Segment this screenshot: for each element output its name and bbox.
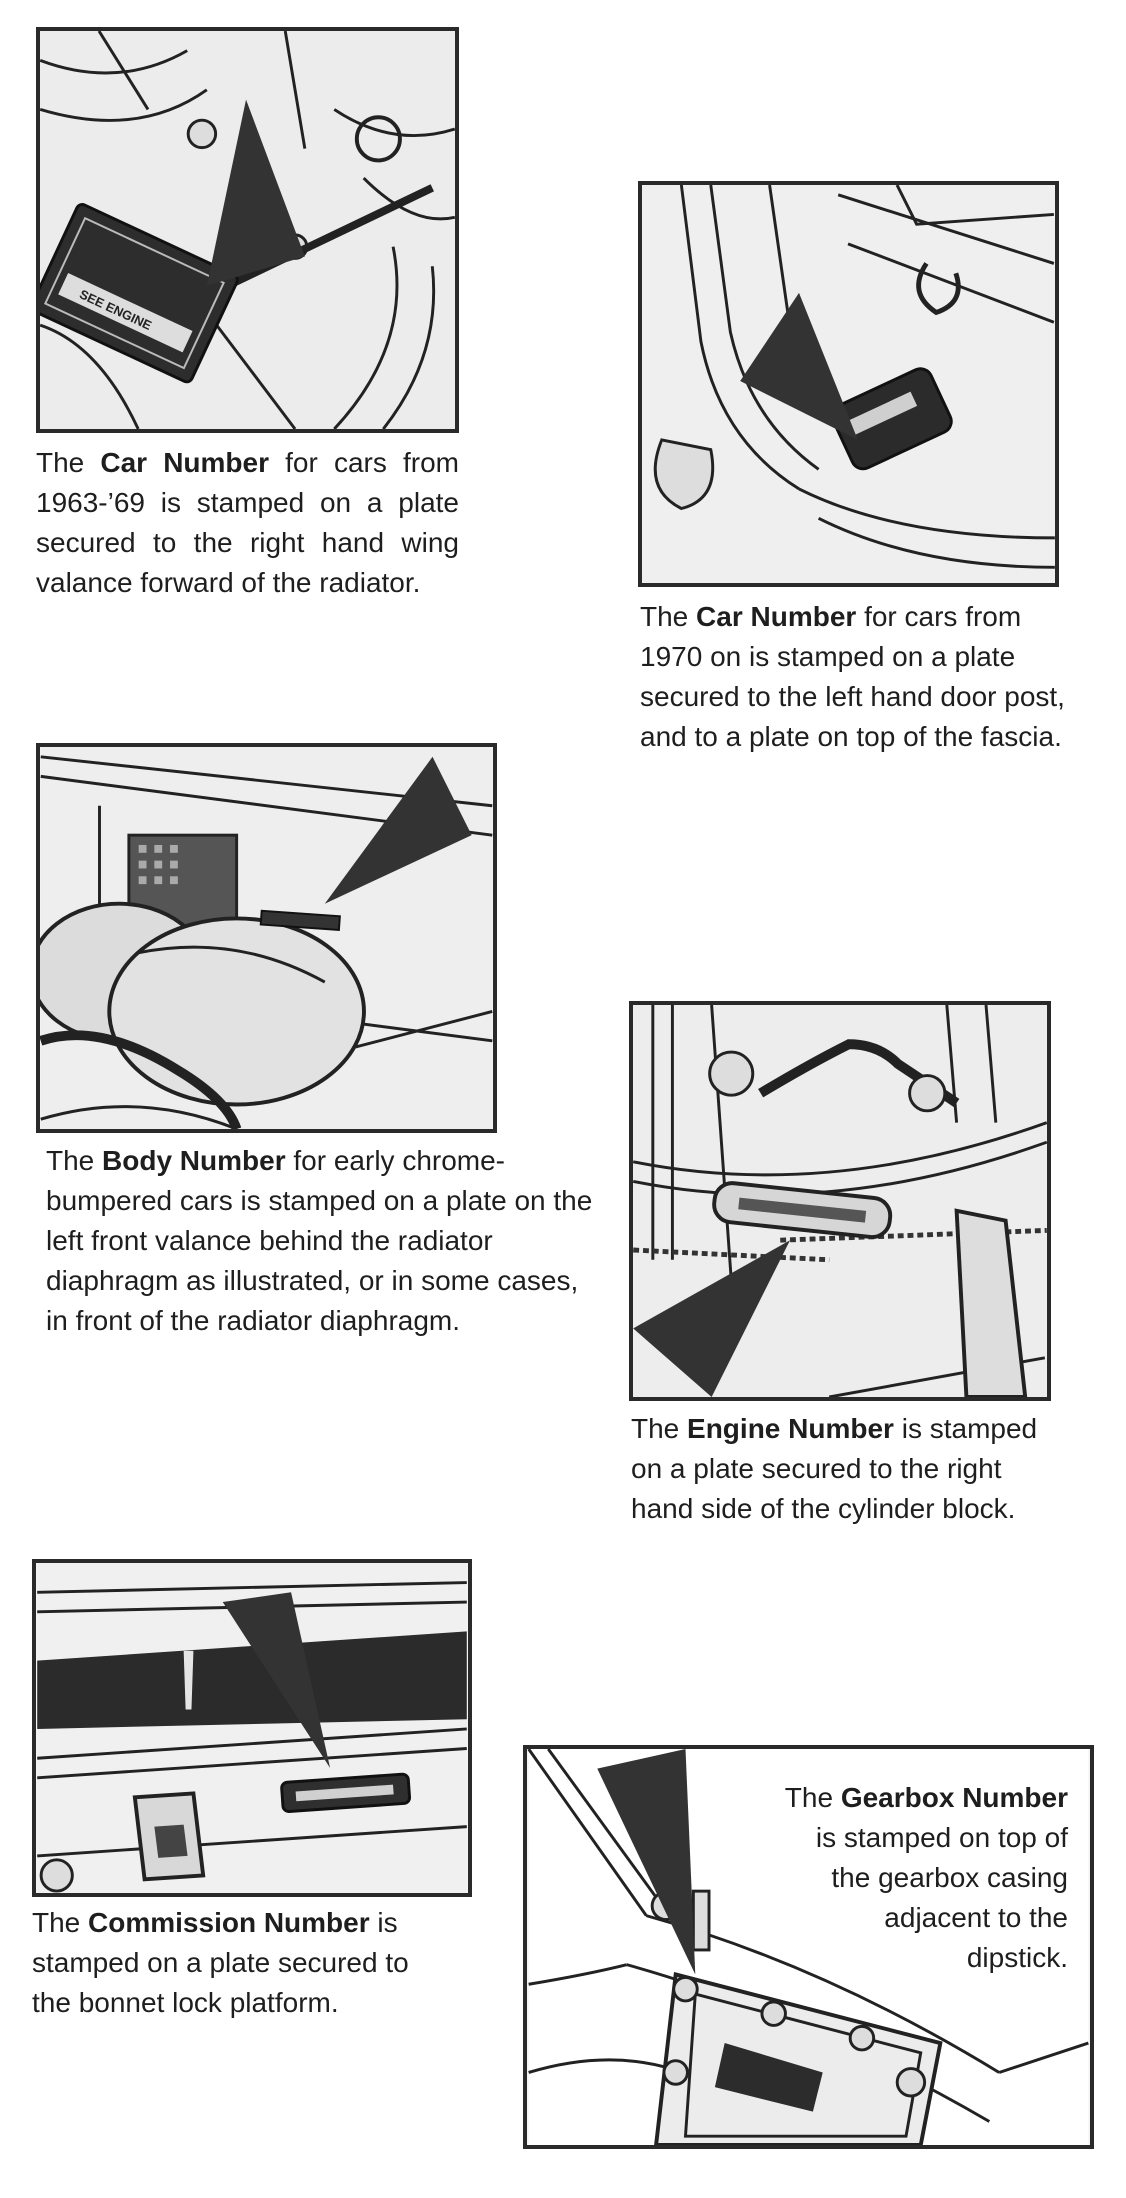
cylinder-block-drawing bbox=[633, 1005, 1047, 1397]
door-post-drawing bbox=[642, 185, 1055, 583]
illustration-car-number-1970 bbox=[638, 181, 1059, 587]
illustration-commission-number bbox=[32, 1559, 472, 1897]
radiator-diaphragm-drawing bbox=[40, 747, 493, 1129]
caption-car-number-1970: The Car Number for cars from 1970 on is stamped on a plate secured to the left hand door post, and to a plate on top of the fascia. bbox=[640, 601, 1065, 752]
illustration-car-number-1963 bbox=[36, 27, 459, 433]
caption-car-number-1963: The Car Number for cars from 1963-’69 is stamped on a plate secured to the right hand wing valance forward of the radiator. bbox=[36, 447, 459, 598]
bonnet-lock-platform-drawing bbox=[36, 1563, 468, 1893]
illustration-body-number bbox=[36, 743, 497, 1133]
caption-body-number: The Body Number for early chrome-bumpered cars is stamped on a plate on the left front valance behind the radiator diaphragm as illustrated, or in some cases, in front of the radiator diaphragm. bbox=[46, 1145, 593, 1336]
caption-engine-number: The Engine Number is stamped on a plate secured to the right hand side of the cylinder block. bbox=[631, 1413, 1038, 1524]
caption-gearbox-number: The Gearbox Number is stamped on top of the gearbox casing adjacent to the dipstick. bbox=[784, 1782, 1068, 1973]
see-engine-label: SEE ENGINE bbox=[77, 286, 155, 333]
wing-valance-drawing bbox=[40, 31, 455, 429]
illustration-engine-number bbox=[629, 1001, 1051, 1401]
dipstick bbox=[693, 1891, 709, 1950]
caption-commission-number: The Commission Number is stamped on a plate secured to the bonnet lock platform. bbox=[32, 1907, 409, 2018]
